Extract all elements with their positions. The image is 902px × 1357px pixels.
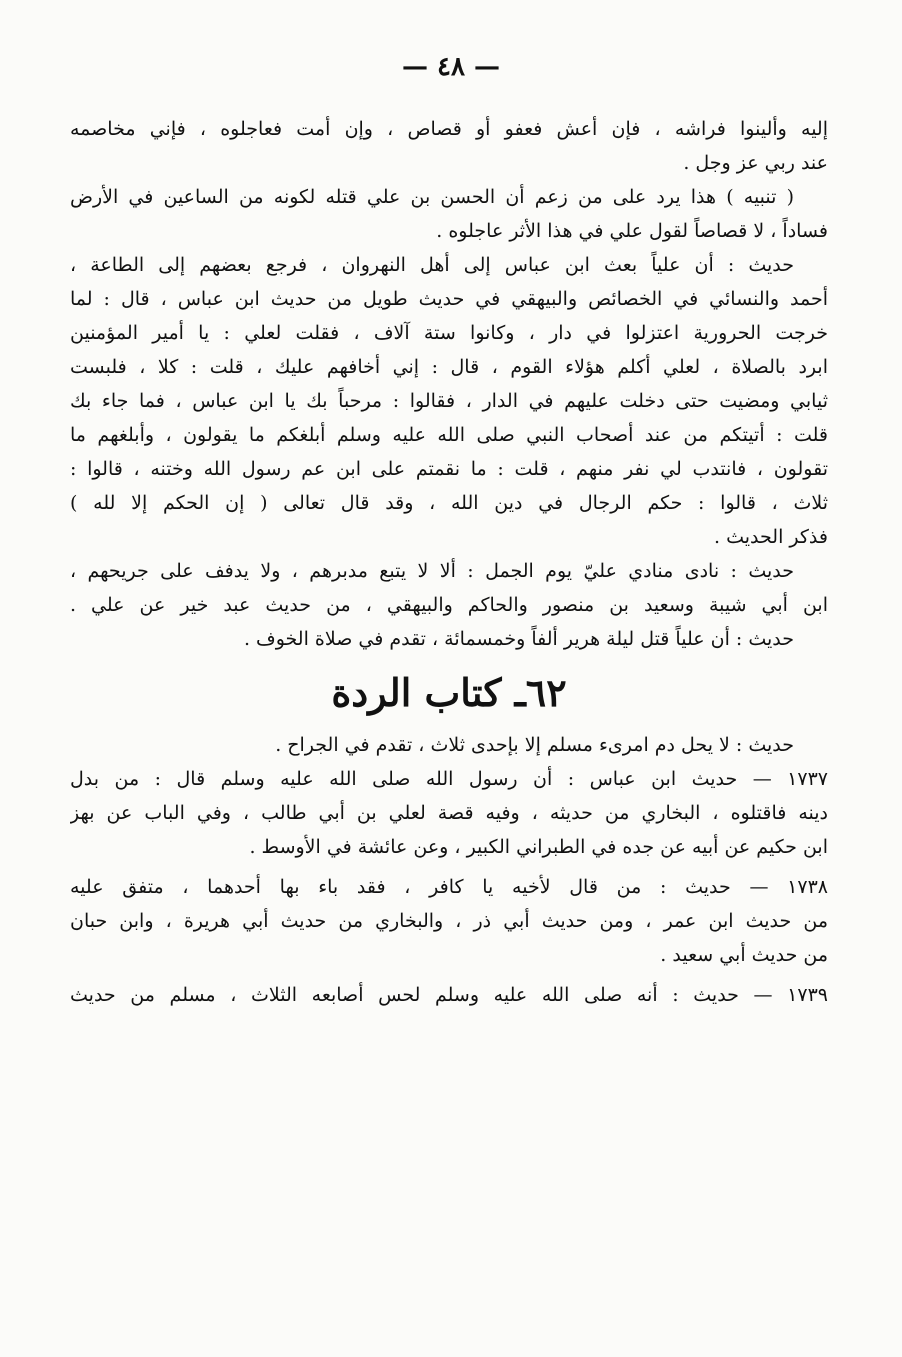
text-line: ابن حكيم عن أبيه عن جده في الطبراني الكبير ، وعن عائشة في الأوسط . (249, 836, 828, 858)
text-line: عند ربي عز وجل . (683, 152, 828, 174)
text-line: فساداً ، لا قصاصاً لقول علي في هذا الأثر عاجلوه . (436, 220, 828, 242)
text-line: دينه فاقتلوه ، البخاري من حديثه ، وفيه قصة لعلي بن أبي طالب ، وفي الباب عن بهز (70, 802, 828, 824)
text-line: تقولون ، فانتدب لي نفر منهم ، قلت : ما نقمتم على ابن عم رسول الله وختنه ، قالوا : (70, 458, 828, 480)
text-line: حديث : أن علياً قتل ليلة هرير ألفاً وخمسمائة ، تقدم في صلاة الخوف . (243, 628, 794, 650)
text-line: أحمد والنسائي في الخصائص والبيهقي في حديث طويل من حديث ابن عباس ، قال : لما (70, 288, 828, 310)
text-line: ابرد بالصلاة ، لعلي أكلم هؤلاء القوم ، قال : إني أخافهم عليك ، قلت : كلا ، فلبست (70, 356, 828, 378)
page-number: — ٤٨ — (401, 52, 501, 82)
text-line: قلت : أتيتكم من عند أصحاب النبي صلى الله عليه وسلم أبلغكم ما يقولون ، وأبلغهم ما (70, 424, 828, 446)
text-line: ابن أبي شيبة وسعيد بن منصور والحاكم والبيهقي ، من حديث عبد خير عن علي . (70, 594, 828, 616)
text-body (70, 112, 828, 1012)
hadith-entry-line: ١٧٣٨ — حديث : من قال لأخيه يا كافر ، فقد باء بها أحدهما ، متفق عليه (70, 876, 828, 898)
text-line: من حديث ابن عمر ، ومن حديث أبي ذر ، والبخاري من حديث أبي هريرة ، وابن حبان (70, 910, 828, 932)
text-line: ثلاث ، قالوا : حكم الرجال في دين الله ، وقد قال تعالى ( إن الحكم إلا لله ) (70, 492, 828, 514)
text-line: حديث : لا يحل دم امرىء مسلم إلا بإحدى ثلاث ، تقدم في الجراح . (275, 734, 794, 756)
chapter-title: ٦٢ـ كتاب الردة (331, 670, 567, 715)
text-line: ثيابي ومضيت حتى دخلت عليهم في الدار ، فقالوا : مرحباً بك يا ابن عباس ، فما جاء بك (70, 390, 828, 412)
text-line: فذكر الحديث . (714, 526, 828, 548)
text-line: إليه وألينوا فراشه ، فإن أعش فعفو أو قصاص ، وإن أمت فعاجلوه ، فإني مخاصمه (70, 118, 828, 140)
hadith-entry-line: ١٧٣٩ — حديث : أنه صلى الله عليه وسلم لحس أصابعه الثلاث ، مسلم من حديث (70, 984, 828, 1006)
hadith-entry-line: ١٧٣٧ — حديث ابن عباس : أن رسول الله صلى الله عليه وسلم قال : من بدل (70, 768, 828, 790)
text-line: حديث : أن علياً بعث ابن عباس إلى أهل النهروان ، فرجع بعضهم إلى الطاعة ، (70, 254, 794, 276)
text-line: خرجت الحرورية اعتزلوا في دار ، وكانوا ستة آلاف ، فقلت لعلي : يا أمير المؤمنين (70, 322, 828, 344)
text-line: من حديث أبي سعيد . (660, 944, 828, 966)
text-line: ( تنبيه ) هذا يرد على من زعم أن الحسن بن علي قتله لكونه من الساعين في الأرض (70, 186, 794, 208)
text-line: حديث : نادى منادي عليّ يوم الجمل : ألا لا يتبع مدبرهم ، ولا يدفف على جريحهم ، (70, 560, 794, 582)
